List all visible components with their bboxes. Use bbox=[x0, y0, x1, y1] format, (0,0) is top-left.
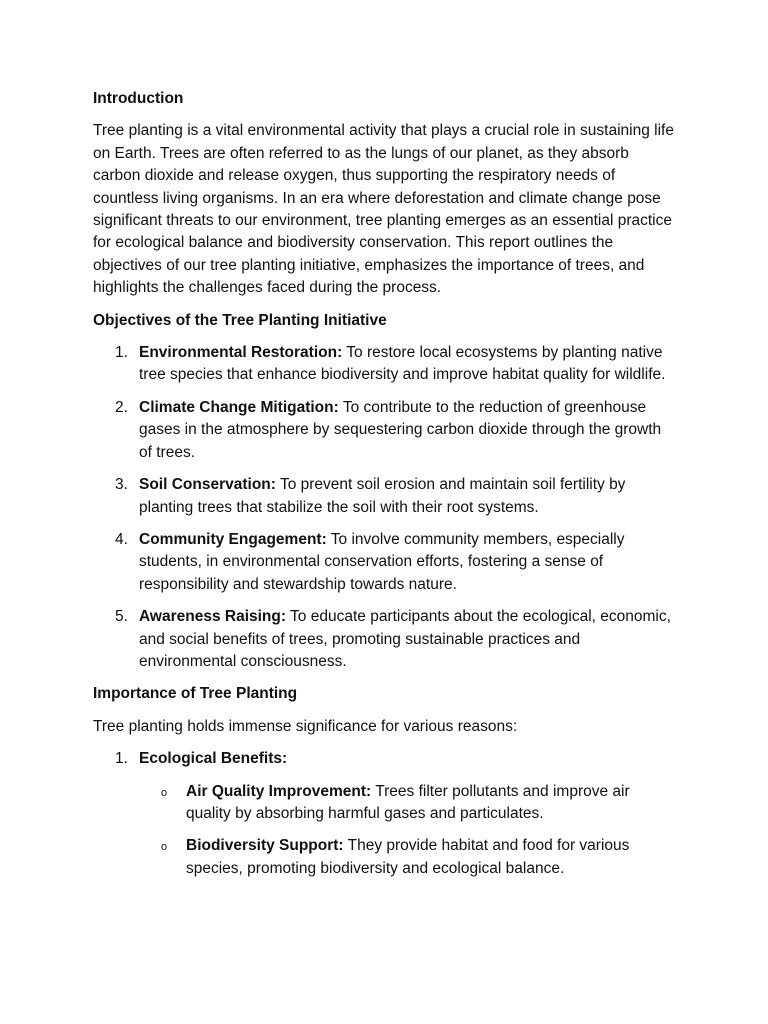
sub-item-term: Air Quality Improvement: bbox=[186, 782, 372, 800]
sub-item-text: They provide habitat and food for various species, promoting biodiversity and ecological balance. bbox=[186, 837, 630, 877]
objective-term: Community Engagement: bbox=[139, 530, 327, 548]
sub-item-text: Trees filter pollutants and improve air quality by absorbing harmful gases and particulates. bbox=[186, 782, 630, 822]
objective-term: Environmental Restoration: bbox=[139, 344, 343, 362]
list-number: 3. bbox=[115, 476, 128, 494]
intro-heading: Introduction bbox=[93, 90, 184, 107]
objective-text: To prevent soil erosion and maintain soil fertility by planting trees that stabilize the soil with their root systems. bbox=[139, 476, 626, 516]
objective-text: To contribute to the reduction of greenhouse gases in the atmosphere by sequestering carbon dioxide through the growth of trees. bbox=[139, 398, 662, 461]
sub-list bbox=[139, 781, 676, 881]
list-number: 4. bbox=[115, 530, 128, 548]
bullet-icon: o bbox=[161, 841, 168, 854]
bullet-icon: o bbox=[161, 786, 168, 799]
objective-text: To restore local ecosystems by planting native tree species that enhance biodiversity and improve habitat quality for wildlife. bbox=[139, 344, 666, 384]
objective-item bbox=[93, 474, 676, 519]
sub-item-term: Biodiversity Support: bbox=[186, 837, 344, 855]
objective-item bbox=[93, 342, 676, 387]
objective-text: To educate participants about the ecological, economic, and social benefits of trees, promoting sustainable practices and environmental consciousness. bbox=[139, 608, 671, 670]
list-number: 5. bbox=[115, 608, 128, 626]
objective-item bbox=[93, 397, 676, 464]
importance-heading: Importance of Tree Planting bbox=[93, 685, 298, 703]
list-number: 1. bbox=[115, 344, 128, 362]
objectives-heading: Objectives of the Tree Planting Initiative bbox=[93, 311, 387, 329]
intro-paragraph: Tree planting is a vital environmental activity that plays a crucial role in sustaining life on Earth. Trees are often referred to as the lungs of our planet, as they absorb carbon dioxide and release oxygen, thus supporting the respiratory needs of countless living organisms. In an era where deforestation and climate change pose significant threats to our environment, tree planting emerges as an essential practice for ecological balance and biodiversity conservation. This report outlines the objectives of our tree planting initiative, emphasizes the importance of trees, and highlights the challenges faced during the process. bbox=[93, 122, 674, 297]
importance-item bbox=[93, 748, 676, 880]
list-number: 1. bbox=[115, 750, 128, 768]
objective-item bbox=[93, 529, 676, 596]
objectives-list bbox=[93, 342, 676, 673]
objective-item bbox=[93, 606, 676, 673]
list-number: 2. bbox=[115, 398, 128, 416]
importance-intro: Tree planting holds immense significance for various reasons: bbox=[93, 717, 518, 735]
objective-term: Climate Change Mitigation: bbox=[139, 398, 339, 416]
importance-list bbox=[93, 748, 676, 880]
sub-list-item bbox=[139, 781, 676, 826]
objective-term: Awareness Raising: bbox=[139, 608, 287, 626]
objective-term: Soil Conservation: bbox=[139, 476, 276, 494]
objective-text: To involve community members, especially students, in environmental conservation efforts, fostering a sense of responsibility and stewardship towards nature. bbox=[139, 530, 625, 593]
importance-term: Ecological Benefits: bbox=[139, 750, 288, 768]
sub-list-item bbox=[139, 835, 676, 880]
